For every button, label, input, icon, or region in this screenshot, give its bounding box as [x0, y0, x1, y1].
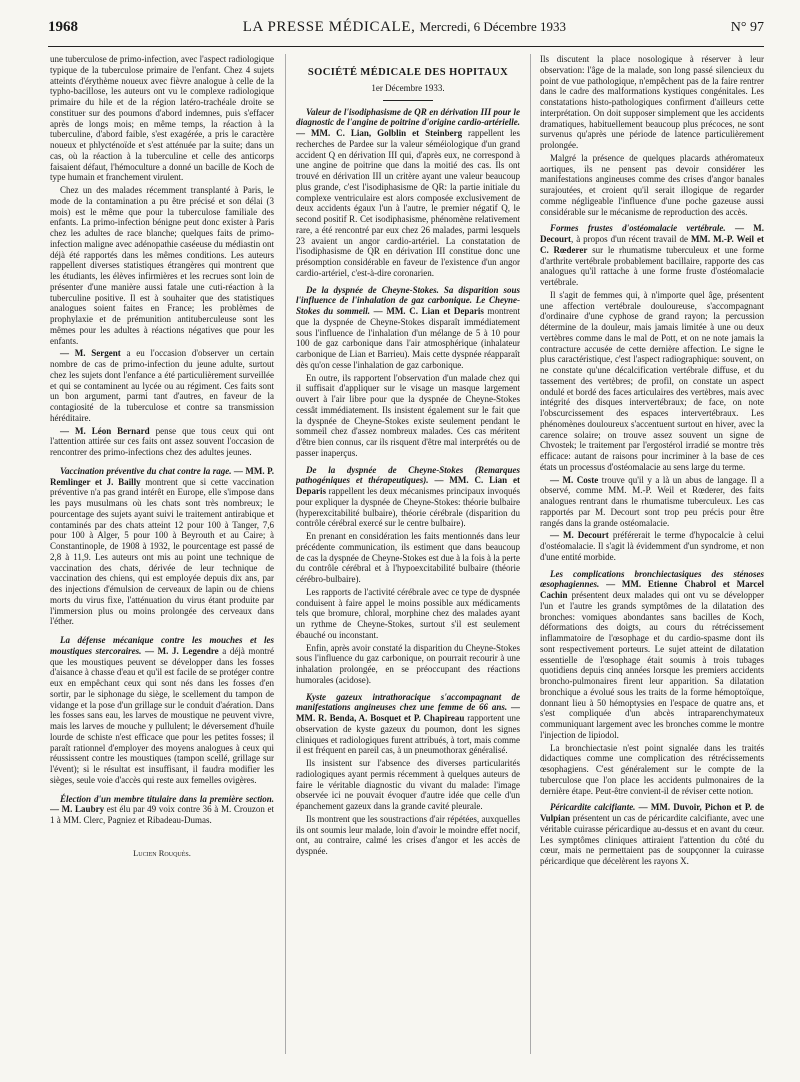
issue-date: Mercredi, 6 Décembre 1933 [419, 19, 566, 34]
author-name: — MM. P. Remlinger et J. Bailly [50, 465, 274, 487]
paragraph: Ils insistent sur l'absence des diverses particularités radiologiques ayant permis récemment à quelques auteurs de faire le véritable diagnostic du vivant du malade: l'image observée ici ne pouvait évoquer d'autre idée que celle d'un épanchement gazeux dans la grande cavité pleurale. [296, 758, 520, 811]
article-heading: Élection d'un membre titulaire dans la première section. [60, 793, 274, 804]
paragraph-text: a eu l'occasion d'observer un certain nombre de cas de primo-infection du jeune adulte, surtout chez les sujets dont l'enfance a été particulièrement surveillée et qui se contaminent au lycée ou au régiment. Ces faits sont un bon argument, parmi tant d'autres, en faveur de la contagiosité de la tuberculose et contre sa transmission héréditaire. [50, 348, 274, 423]
paragraph: En outre, ils rapportent l'observation d'un malade chez qui il suffisait d'appliquer sur le visage un masque largement ouvert à l'air libre pour que la dyspnée de Cheyne-Stokes cessât immédiatement. Ils insistent également sur le fait que la dyspnée de Cheyne-Stokes existe seulement pendant le sommeil chez d'assez nombreux malades. Ces cas méritent d'être bien connus, car ils risquent d'être mal interprétés ou de passer inaperçus. [296, 372, 520, 458]
paragraph [540, 802, 764, 867]
issue-number: N° 97 [730, 20, 764, 35]
paragraph-text: montrent que la dyspnée de Cheyne-Stokes disparaît immédiatement sous l'influence de l'inhalation d'un mélange de 5 à 10 pour 100 de gaz carbonique dans l'air atmosphérique (inhalateur carbonique de Lian et Barrieu). Mais cette dyspnée réapparaît dès qu'on cesse l'inhalation de gaz carbonique. [296, 306, 520, 370]
paragraph [296, 692, 520, 757]
journal-title: LA PRESSE MÉDICALE, [242, 19, 416, 35]
article-heading: Les complications bronchiectasiques des sténoses œsophagiennes. [540, 568, 764, 590]
column-right [540, 54, 764, 1074]
author-name: — M. Laubry [50, 804, 105, 815]
column-divider [530, 54, 531, 1054]
article-heading: Kyste gazeux intrathoracique s'accompagnant de manifestations angineuses chez une femme de 66 ans. [296, 691, 520, 713]
paragraph-text: est élu par 49 voix contre 36 à M. Crouzon et 1 à MM. Clerc, Pagniez et Ribadeau-Dumas. [50, 804, 274, 825]
author-name: — MM. C. Lian et Deparis [296, 475, 520, 496]
author-name: — MM. Duvoir, Pichon et P. de Vulpian [540, 802, 764, 823]
paragraph-text: pense que tous ceux qui ont l'attention attirée sur ces faits ont assez souvent l'occasion de rencontrer des primo-infections chez des adultes jeunes. [50, 425, 274, 457]
paragraph-text: présentent deux malades qui ont vu se développer l'un et l'autre les grands symptômes de la dilatation des bronches: vomiques abondantes sans bacilles de Koch, déformations des doigts, au cours du rétrécissement inflammatoire de l'œsophage et du cardio-spasme dont ils sont respectivement porteurs. Le sujet atteint de dilatation essentielle de l'œsophage était soumis à trois tubages quotidiens depuis cinq années lorsque les premiers accidents broncho-pulmonaires firent leur apparition. Sa dilatation bronchique a évolué sous les traits de la forme hémoptoïque, donnant lieu à 50 hémoptysies en l'espace de quatre ans, et s'est compliquée d'un abcès intraparenchymateux communiquant largement avec les bronches comme le montre l'injection de lipiodol. [540, 590, 764, 740]
paragraph-text: sur le rhumatisme tuberculeux et une forme d'arthrite vertébrale probablement bacillaire, rapporte des cas analogues qu'il rattache à une forme fruste d'ostéomalacie vertébrale. [540, 244, 764, 287]
paragraph-text: rappellent les deux mécanismes principaux invoqués pour expliquer la dyspnée de Cheyne-Stokes: théorie bulbaire (hyperexcitabilité bulbaire), théorie cérébrale (disparition du contrôle cérébral exercé sur le centre bulbaire). [296, 486, 520, 529]
journal-masthead [243, 18, 566, 36]
paragraph: La bronchiectasie n'est point signalée dans les traités didactiques comme une complication des rétrécissements œsophagiens. C'est généralement sur le compte de la tuberculose que l'on place les accidents pulmonaires de la dernière étape. Peut-être convient-il de réviser cette notion. [540, 742, 764, 796]
paragraph-text: présentent un cas de péricardite calcifiante, avec une véritable cuirasse péricardique au-dessus et en avant du cœur. Les symptômes cliniques attiraient l'attention du côté du cœur, mais ne permettaient pas de soupçonner la cuirasse péricardique que décelèrent les rayons X. [540, 813, 764, 866]
paragraph-text: préférerait le terme d'hypocalcie à celui d'ostéomalacie. Il s'agit là évidemment d'un syndrome, et non d'une entité morbide. [540, 530, 764, 562]
paragraph [50, 794, 274, 826]
paragraph [296, 285, 520, 371]
article-heading: La défense mécanique contre les mouches et les moustiques stercoraires. [50, 635, 274, 656]
paragraph: une tuberculose de primo-infection, avec l'aspect radiologique typique de la tuberculose primaire de l'enfant. Chez 4 sujets atteints d'érythème noueux avec fièvre analogue à celle de la typho-bacillose, les auteurs ont vu le complexe radiologique primaire du hile et de la région latéro-trachéale droite se constituer sur des poumons d'abord indemnes, puis s'effacer après de longs mois; en même temps, la réaction à la tuberculine, d'abord faible, s'est exagérée, a pris le caractère noueux et phlycténoïde et s'est atténuée par la suite; dans un cas, où la réaction à la tuberculine et celle des anticorps faisaient défaut, l'hémoculture a donné un bacille de Koch de type humain et franchement virulent. [50, 54, 274, 183]
paragraph-text: rapportent une observation de kyste gazeux du poumon, dont les signes cliniques et radiologiques furent attribués, à tort, mais comme il est fréquent en pareil cas, à un pneumothorax généralisé. [296, 713, 520, 756]
column-left [50, 54, 274, 1074]
author-name: — M. Decourt [550, 530, 609, 541]
author-name: MM. M.-P. Weil et C. Rœderer [540, 234, 764, 255]
article-heading: Vaccination préventive du chat contre la rage. [60, 465, 232, 476]
article-heading: De la dyspnée de Cheyne-Stokes. Sa disparition sous l'influence de l'inhalation de gaz carbonique. Le Cheyne-Stokes du sommeil. [296, 284, 520, 316]
paragraph-text: rappellent les recherches de Pardee sur la valeur séméiologique d'un grand accident Q en dérivation III qui, d'après eux, ne correspond à une angine de poitrine que dans la moitié des cas. Ils ont trouvé en dérivation III un critère ayant une valeur beaucoup plus grande, c'est l'isodiphasisme de QR: la partie initiale du complexe ventriculaire est alors composée exclusivement de deux accidents égaux l'un à l'autre, le premier négatif Q, le second positif R. Cet isodiphasisme, phénomène relativement rare, a été rencontré par eux chez 26 malades, parmi lesquels 23 avaient un angor cardio-artériel. La constatation de l'isodiphasisme de QR en dérivation III constitue donc une présomption considérable en faveur de l'existence d'un angor cardio-artériel, c'est-à-dire coronarien. [296, 128, 520, 278]
paragraph: Les rapports de l'activité cérébrale avec ce type de dyspnée conduisent à faire appel le moins possible aux médicaments tels que bromure, chloral, morphine chez des malades ayant un rythme de Cheyne-Stokes, surtout s'il est seulement ébauché ou inconstant. [296, 586, 520, 640]
author-name: — M. Sergent [60, 348, 121, 359]
divider [383, 100, 433, 101]
paragraph [50, 426, 274, 458]
article-heading: De la dyspnée de Cheyne-Stokes (Remarques pathogéniques et thérapeutiques). [296, 464, 520, 486]
paragraph [540, 475, 764, 529]
paragraph: En prenant en considération les faits mentionnés dans leur précédente communication, ils estiment que dans beaucoup de cas la dyspnée de Cheyne-Stokes est due à la fois à la perte du contrôle cérébral et à l'hypoexcitabilité bulbaire (théorie cérébro-bulbaire). [296, 531, 520, 584]
paragraph [540, 569, 764, 741]
section-title: SOCIÉTÉ MÉDICALE DES HOPITAUX [307, 67, 509, 78]
paragraph [540, 530, 764, 562]
paragraph: Il s'agit de femmes qui, à n'importe quel âge, présentent une affection vertébrale douloureuse, s'accompagnant d'ordinaire d'une cyphose de grand rayon; la percussion détermine de la douleur, mais jamais limitée à une ou deux vertèbres comme dans le mal de Pott, et on ne note jamais la contracture accusée de cette dernière affection. Le signe le plus caractéristique, c'est l'aspect radiographique: souvent, on ne constate qu'une décalcification vertébrale diffuse, et du tassement des vertèbres; de profil, on constate un aspect ondulé et bordé des faces articulaires des vertèbres, mais avec intégrité des disques intervertébraux; de face, on note l'obscurcissement des espaces intervertébraux. Les phénomènes douloureux s'accentuent surtout en hiver, avec la carence solaire; on trouve assez souvent un signe de Chvostek; le traitement par l'ergostérol irradié se montre très efficace: autant de raisons pour incriminer à la base de ces états un processus d'ostéomalacie au sens large du terme. [540, 289, 764, 472]
paragraph: Ils montrent que les soustractions d'air répétées, auxquelles ils ont soumis leur malade, loin d'avoir le moindre effet nocif, ont, au contraire, calmé les crises d'angor et les accès de dyspnée. [296, 813, 520, 856]
paragraph [50, 635, 274, 786]
paragraph-text: montrent que si cette vaccination préventive n'a pas grand intérêt en Europe, elle s'impose dans les pays musulmans où les chats sont très nombreux; le pourcentage des sujets ayant suivi le traitement antirabique et contaminés par des chats atteint 12 pour 100 à Tanger, 7,6 pour 100 à Alger, 5 pour 100 à Beyrouth et au Caire; à Constantinople, de 1908 à 1932, le pourcentage est passé de 2,8 à 11,9. Les auteurs ont mis au point une technique de vaccination des chats, dérivée de leur technique de vaccination des chiens, qui est employée depuis dix ans, par des injections d'émulsion de cerveaux de lapin ou de chiens morts du virus fixe, l'atténuation du virus étant produite par l'immersion plus ou moins prolongée des cerveaux dans l'éther. [50, 476, 274, 627]
page-header [48, 18, 764, 47]
paragraph [50, 348, 274, 423]
article-heading: Valeur de l'isodiphasisme de QR en dérivation III pour le diagnostic de l'angine de poitrine d'origine cardio-artérielle. [296, 106, 520, 128]
paragraph [296, 465, 520, 530]
page-number: 1968 [48, 19, 78, 35]
paragraph-text: trouve qu'il y a là un abus de langage. Il a observé, comme MM. M.-P. Weil et Rœderer, des faits analogues rentrant dans le rhumatisme tuberculeux. Les cas rapportés par M. Decourt sont trop peu précis pour être rangés dans la grande ostéomalacie. [540, 474, 764, 528]
author-name: — MM. C. Lian, Golblin et Steinberg [296, 128, 463, 138]
author-name: — MM. Etienne Chabrol et Marcel Cachin [540, 579, 764, 600]
article-heading: Formes frustes d'ostéomalacie vertébrale. [550, 223, 726, 234]
author-name: — M. J. Legendre [141, 645, 219, 656]
paragraph [50, 466, 274, 627]
author-name: — MM. C. Lian et Deparis [370, 306, 484, 316]
section-date: 1er Décembre 1933. [371, 82, 445, 93]
paragraph: Enfin, après avoir constaté la disparition du Cheyne-Stokes sous l'influence du gaz carbonique, on pourrait recourir à une inhalation prolongée, en se préoccupant des réactions humorales (acidose). [296, 642, 520, 685]
paragraph [540, 223, 764, 288]
article-heading: Péricardite calcifiante. [550, 802, 636, 813]
paragraph: Chez un des malades récemment transplanté à Paris, le mode de la contamination a pu être précisé et son délai (3 mois) est le même que pour la tuberculose familiale des enfants. La primo-infection bénigne peut donc exister à Paris chez les adultes de race blanche; quelques faits de primo-infection maligne avec adénopathie caséeuse du médiastin ont déjà été rapportés dans les mêmes conditions. Les auteurs rappellent diverses statistiques étrangères qui montrent que les étudiants, les élèves infirmières et les recrues sont loin de présenter d'une manière aussi fatale une cuti-réaction à la tuberculine positive. Il est à souhaiter que des statistiques analogues soient faites en France; les problèmes de prophylaxie et de prémunition antituberculeuse sont les mêmes pour les adultes à réactions négatives que pour les enfants. [50, 185, 274, 346]
author-name: — MM. R. Benda, A. Bosquet et P. Chapireau [296, 702, 520, 723]
paragraph: Ils discutent la place nosologique à réserver à leur observation: l'âge de la malade, son long passé silencieux du point de vue pathologique, n'empêchent pas de la faire rentrer dans le cadre des malformations kystiques congénitales. Les constatations histo-pathologiques confirment d'ailleurs cette interprétation. On doit supposer simplement que les accidents dramatiques, habituellement beaucoup plus précoces, ne sont survenus qu'après une période de latence particulièrement prolongée. [540, 54, 764, 150]
paragraph: Malgré la présence de quelques placards athéromateux aortiques, ils ne pensent pas devoir considérer les manifestations angineuses comme des crises d'angor banales surajoutées, et croient qu'il serait illogique de regarder comme négligeable l'influence d'une poche gazeuse aussi considérable sur le mécanisme de reproduction des accès. [540, 152, 764, 217]
author-name: — M. Coste [550, 474, 599, 485]
author-name: — M. Decourt [540, 223, 764, 244]
column-middle [296, 54, 520, 1074]
paragraph-text: a déjà montré que les moustiques peuvent se développer dans les fosses d'aisance à chasse d'eau et qu'il est facile de se protéger contre eux en empêchant ceux qui sont nés dans les fosses d'en sortir, par le siphonage du siège, le scellement du tampon de vidange et la pose d'un grillage sur le conduit d'aération. Dans les fosses sans eau, les larves de moustique ne peuvent vivre, mais les larves de mouche y pullulent; le déversement d'huile lourde de schiste n'est efficace que pour les petites fosses; il paraît rationnel d'employer des moyens analogues à ceux qui réussissent contre les moustiques (tampon scellé, grillage sur l'évent); si le résultat est insuffisant, il faudra modifier les sièges, seule voie d'accès qui reste aux femelles ovigères. [50, 645, 274, 785]
paragraph [296, 107, 520, 279]
author-name: — M. Léon Bernard [60, 425, 150, 436]
paragraph-text: , à propos d'un récent travail de [571, 234, 691, 244]
column-divider [285, 54, 286, 1054]
signature: Lucien Rouquès. [133, 847, 191, 858]
